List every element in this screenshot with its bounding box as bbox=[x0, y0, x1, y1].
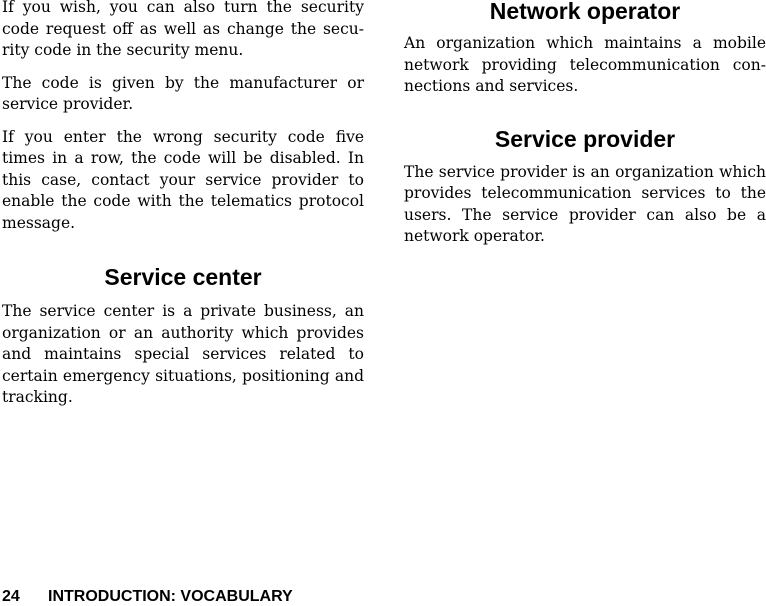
security-code-paragraph: If you wish, you can also turn the security code request off as well as change the security code in the security menu. bbox=[2, 0, 364, 59]
service-center-heading: Service center bbox=[104, 264, 262, 290]
network-operator-heading: Network operator bbox=[489, 0, 681, 24]
service-provider-definition: The service provider is an organization which provides telecommunication services to the users. The service provider can also be a network operator. bbox=[404, 162, 766, 245]
left-column bbox=[2, 0, 364, 420]
chapter-title: INTRODUCTION: VOCABULARY bbox=[48, 588, 293, 605]
code-origin-paragraph: The code is given by the manufacturer or service provider. bbox=[2, 73, 364, 113]
network-operator-definition: An organization which maintains a mobile network providing telecommunication connections and services. bbox=[404, 34, 766, 95]
service-provider-heading: Service provider bbox=[494, 125, 676, 152]
page-footer bbox=[2, 588, 293, 606]
right-column bbox=[404, 0, 766, 259]
page-number: 24 bbox=[2, 588, 20, 605]
wrong-code-paragraph: If you enter the wrong security code five times in a row, the code will be disabled. In this case, contact your service provider to enable the code with the telematics protocol message. bbox=[2, 127, 364, 232]
service-center-definition: The service center is a private business, an organization or an authority which provides and maintains special services related to certain emergency situations, positioning and tracking. bbox=[2, 302, 364, 406]
